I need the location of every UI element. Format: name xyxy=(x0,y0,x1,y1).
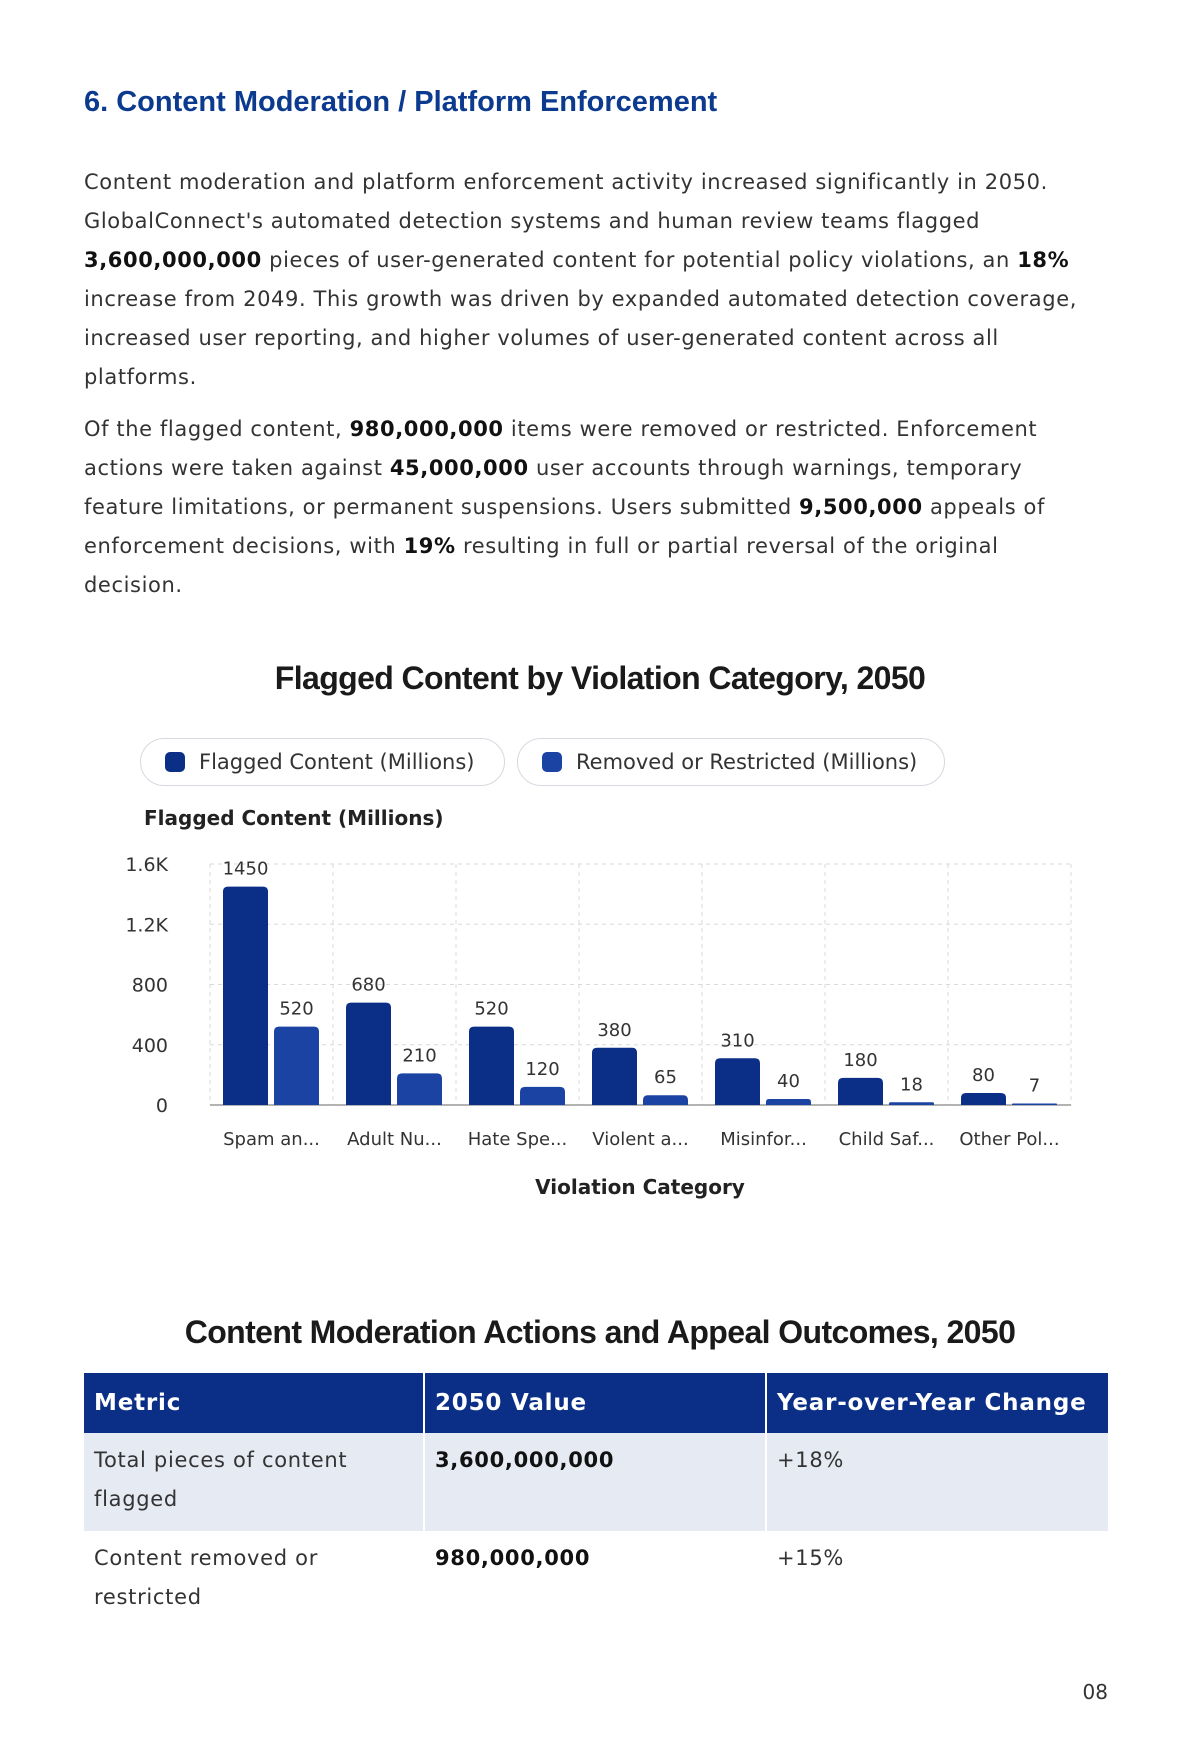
x-tick-label: Child Saf... xyxy=(838,1129,935,1150)
x-axis-title: Violation Category xyxy=(535,1175,745,1199)
table-row xyxy=(84,1433,1108,1531)
cell-value: 3,600,000,000 xyxy=(424,1433,766,1531)
paragraph-text: user accounts through warnings, temporary feature limitations, or permanent suspensions. Users submitted xyxy=(84,456,1023,519)
data-label: 1450 xyxy=(222,858,269,880)
bar-chart xyxy=(0,840,1200,1170)
legend-item-removed[interactable] xyxy=(517,738,945,786)
table-row xyxy=(84,1531,1108,1629)
x-tick-label: Hate Spe... xyxy=(467,1129,568,1150)
cell-change: +15% xyxy=(777,1546,845,1570)
bar-flagged xyxy=(223,887,268,1105)
legend-label-removed: Removed or Restricted (Millions) xyxy=(576,750,918,774)
data-label: 520 xyxy=(474,998,509,1020)
data-label: 40 xyxy=(777,1070,800,1092)
paragraph-text: Of the flagged content, xyxy=(84,417,350,441)
x-tick-label: Adult Nu... xyxy=(347,1129,442,1150)
moderation-table xyxy=(84,1373,1108,1629)
data-label: 210 xyxy=(402,1045,437,1067)
cell-metric: Total pieces of content flagged xyxy=(84,1433,424,1531)
data-label: 120 xyxy=(525,1058,560,1080)
y-axis-title: Flagged Content (Millions) xyxy=(144,806,444,830)
bar-flagged xyxy=(469,1027,514,1105)
highlight-figure: 980,000,000 xyxy=(349,417,504,441)
highlight-figure: 45,000,000 xyxy=(389,456,529,480)
paragraph-text: items were removed or restricted. Enforcement actions were taken against xyxy=(84,417,1038,480)
column-header-value: 2050 Value xyxy=(424,1373,766,1433)
bar-removed xyxy=(520,1087,565,1105)
data-label: 65 xyxy=(654,1067,677,1089)
bar-removed xyxy=(274,1027,319,1105)
paragraph-text: Content moderation and platform enforcement activity increased significantly in 2050. GlobalConnect's automated detection systems and human review teams flagged xyxy=(84,170,1048,233)
data-label: 18 xyxy=(900,1074,923,1096)
paragraph-text: resulting in full or partial reversal of the original decision. xyxy=(84,534,999,597)
column-header-change: Year-over-Year Change xyxy=(766,1373,1108,1433)
column-header-metric: Metric xyxy=(84,1373,424,1433)
legend-label-flagged: Flagged Content (Millions) xyxy=(199,750,475,774)
bar-flagged xyxy=(838,1078,883,1105)
bar-removed xyxy=(643,1095,688,1105)
y-tick-label: 0 xyxy=(155,1095,168,1117)
data-label: 380 xyxy=(597,1019,632,1041)
y-tick-label: 1.2K xyxy=(125,914,168,937)
table-title: Content Moderation Actions and Appeal Outcomes, 2050 xyxy=(184,1314,1016,1350)
bar-flagged xyxy=(346,1003,391,1105)
legend-item-flagged[interactable] xyxy=(140,738,505,786)
bar-flagged xyxy=(961,1093,1006,1105)
highlight-figure: 3,600,000,000 xyxy=(84,248,262,272)
data-label: 310 xyxy=(720,1030,755,1052)
bar-removed xyxy=(1012,1104,1057,1106)
legend-swatch-flagged xyxy=(165,752,185,772)
paragraph-text: appeals of enforcement decisions, with xyxy=(84,495,1045,558)
bar-flagged xyxy=(592,1048,637,1105)
bar-removed xyxy=(766,1099,811,1105)
paragraph-text: pieces of user-generated content for potential policy violations, an xyxy=(261,248,1018,272)
x-tick-label: Spam an... xyxy=(223,1129,320,1150)
x-tick-label: Violent a... xyxy=(592,1129,689,1150)
bar-removed xyxy=(889,1102,934,1105)
y-tick-label: 400 xyxy=(131,1034,168,1057)
bar-flagged xyxy=(715,1058,760,1105)
legend-swatch-removed xyxy=(542,752,562,772)
highlight-figure: 9,500,000 xyxy=(799,495,923,519)
cell-metric: Content removed or restricted xyxy=(84,1531,424,1629)
y-tick-label: 1.6K xyxy=(125,854,168,876)
x-tick-label: Misinfor... xyxy=(720,1129,807,1150)
highlight-figure: 19% xyxy=(403,534,456,558)
paragraph-enforcement xyxy=(84,410,1100,605)
paragraph-text: increase from 2049. This growth was driven by expanded automated detection coverage, increased user reporting, and higher volumes of user-generated content across all platforms. xyxy=(84,287,1077,389)
data-label: 7 xyxy=(1028,1075,1041,1097)
data-label: 80 xyxy=(972,1064,995,1086)
page-number: 08 xyxy=(1082,1680,1108,1704)
cell-value: 980,000,000 xyxy=(424,1531,766,1629)
section-title: 6. Content Moderation / Platform Enforcement xyxy=(84,86,718,118)
chart-title: Flagged Content by Violation Category, 2050 xyxy=(274,660,926,696)
table-header-row xyxy=(84,1373,1108,1433)
data-label: 520 xyxy=(279,998,314,1020)
highlight-figure: 18% xyxy=(1017,248,1070,272)
data-label: 680 xyxy=(351,974,386,996)
paragraph-flagged-content xyxy=(84,163,1100,397)
data-label: 180 xyxy=(843,1049,878,1071)
bar-removed xyxy=(397,1073,442,1105)
cell-change: +18% xyxy=(766,1433,1108,1531)
y-tick-label: 800 xyxy=(131,974,168,997)
x-tick-label: Other Pol... xyxy=(959,1129,1060,1150)
